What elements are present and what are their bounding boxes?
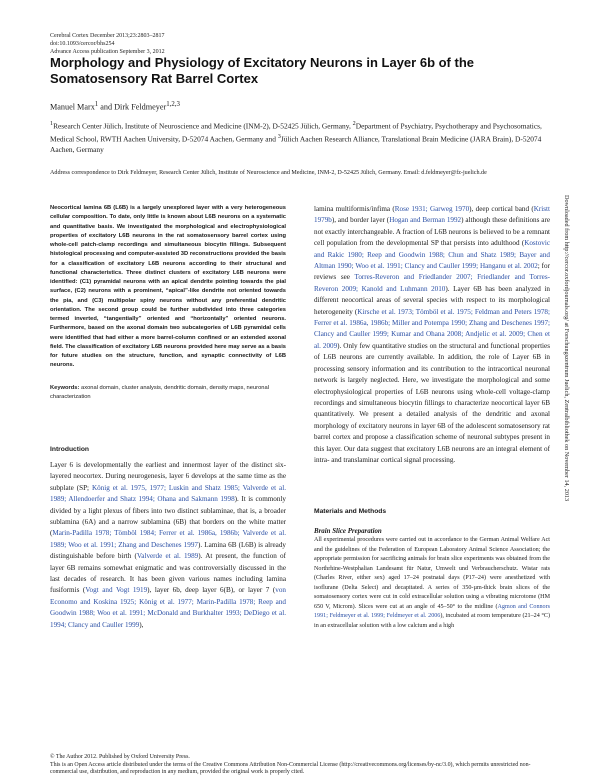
copyright-line: © The Author 2012. Published by Oxford University Press. — [50, 754, 190, 760]
author-name: Manuel Marx — [50, 102, 95, 112]
citation-link[interactable]: Valverde et al. 1989 — [136, 552, 199, 561]
download-note: Downloaded from http://cercor.oxfordjournals.org/ at Forschungszentrum Juelich, Zentralbibliothek on November 14, 2013 — [563, 195, 570, 502]
citation-link[interactable]: Rose 1931; Garweg 1970 — [394, 205, 470, 213]
body-text-segment: ). It is commonly divided by a light plexus of fibers into two distinct sublaminae, that is, a broader sublamina (6A) and a narrow sublamina (6B) that borders on the white matter ( — [50, 495, 287, 538]
title-line-1: Morphology and Physiology of Excitatory Neurons in Layer 6b of the — [50, 55, 474, 70]
keywords-label: Keywords: — [50, 384, 80, 391]
left-column — [50, 204, 286, 631]
body-text-segment: ), and border layer ( — [331, 216, 390, 225]
body-text-segment: ). Layer 6B has been analyzed in different neocortical areas of several species with respect to its morphological heterogeneity ( — [314, 284, 550, 316]
citation-link[interactable]: Vogt and Vogt 1919 — [85, 586, 148, 595]
affiliation-mark: 3 — [277, 133, 281, 140]
body-text-segment: Layer 6 is developmentally the earliest and innermost layer of the distinct six-layered neocortex. During neurogenesis, layer 6 develops at the same time as the subplate (SP; — [50, 461, 286, 492]
article-title — [50, 55, 520, 87]
body-text-segment: ). Lamina 6B (L6B) is already distinguishable before birth ( — [50, 540, 286, 561]
citation-link[interactable]: Kostovic and Rakic 1980; Reep and Goodwin 1988; Chun and Shatz 1989; Bayer and Altman 1990; Woo et al. 1991; Clancy and Cauller 1999; Hanganu et al. 2002 — [314, 239, 550, 271]
title-line-2: Somatosensory Rat Barrel Cortex — [50, 71, 259, 86]
introduction-text — [50, 460, 286, 631]
journal-info — [50, 32, 165, 56]
citation-link[interactable]: Kirsche et al. 1973; Tömböl et al. 1975; Feldman and Peters 1978; Ferrer et al. 1986a, 1986b; Miller and Potempa 1990; Zhang and Deschenes 1997; Clancy and Cauller 1999; Kumar and Ohana 2008; Andjelic et al. 2009; Chen et al. 2009 — [314, 307, 550, 350]
correspondence-note: Address correspondence to Dirk Feldmeyer, Research Center Jülich, Institute of Neuroscience and Medicine, INM-2, D-52425 Jülich, Germany. Email: d.feldmeyer@fz-juelich.de — [50, 170, 487, 176]
citation-link[interactable]: Agmon and Connors 1991; Feldmeyer et al. 1999; Feldmeyer et al. 2006 — [314, 603, 550, 620]
affiliation-text: Jülich Aachen Research Alliance, Translational Brain Medicine (JARA Brain), D-52074 Aachen, Germany — [50, 134, 542, 154]
body-text-segment: ), deep cortical band ( — [469, 205, 534, 213]
journal-advance-access: Advance Access publication September 3, 2012 — [50, 49, 165, 55]
citation-link[interactable]: König et al. 1975, 1977; Luskin and Shatz 1985; Valverde et al. 1989; Allendoerfer and Shatz 1994; Ohana and Sakmann 1998 — [50, 483, 286, 504]
license-footer — [50, 754, 550, 777]
journal-citation: Cerebral Cortex December 2013;23:2803–2817 — [50, 33, 165, 39]
body-text-segment: lamina multiformis/infima ( — [314, 205, 395, 213]
author-list — [50, 101, 180, 112]
methods-subheading: Brain Slice Preparation — [314, 528, 382, 536]
methods-heading: Materials and Methods — [314, 508, 387, 516]
author-connector: and Dirk Feldmeyer — [98, 102, 167, 112]
journal-doi: doi:10.1093/cercor/bhs254 — [50, 41, 115, 47]
body-text-segment: ), — [139, 620, 144, 629]
license-text: This is an Open Access article distributed under the terms of the Creative Commons Attribution Non-Commercial License (http://creativecommons.org/licenses/by-nc/3.0), which permits unrestricted non-commercial use, distribution, and reproduction in any medium, provided the original work is properly cited. — [50, 761, 531, 776]
affiliations — [50, 119, 550, 155]
body-text-segment: ; for reviews see — [314, 262, 550, 282]
body-text-segment: ), incubated at room temperature (21–24 °C) in an extracellular solution with a low calcium and a high — [314, 613, 550, 629]
methods-text — [314, 536, 550, 631]
citation-link[interactable]: Kristt 1979b — [314, 205, 550, 225]
body-text-segment: ) although these definitions are not exactly interchangeable. A fraction of L6B neurons is believed to be a remnant cell population from the developmental SP that persists into adulthood ( — [314, 216, 550, 248]
author-affiliation-mark: 1 — [94, 101, 99, 108]
body-text-segment: All experimental procedures were carried out in accordance to the German Animal Welfare Act and the guidelines of the Federation of European Laboratory Animal Science Association; the appropriate permission for sacrificing animals for brain slice experiments was obtained from the Northrhine-Westphalian Landesamt für Natur, Umwelt und Verbraucherschutz. Wistar rats (Charles River, either sex) aged 17–24 postnatal days (P17–24) were anesthetized with isoflurane (Delta Select) and decapitated. A series of 350-µm-thick brain slices of the somatosensory cortex were cut in cold extracellular solution using a vibrating microtome (HM 650 V, Microm). Slices were cut at an angle of 45–50° to the midline ( — [314, 537, 550, 610]
abstract: Neocortical lamina 6B (L6B) is a largely unexplored layer with a very heterogeneous cellular composition. To date, only little is known about L6B neurons on a systematic and quantitative basis. We investigated the morphological and electrophysiological properties of excitatory L6B neurons in the rat somatosensory barrel cortex using whole-cell patch-clamp recordings and simultaneous biocytin fillings. Subsequent histological processing and computer-assisted 3D reconstructions provided the basis for a classification of excitatory L6B neurons according to their structural and functional characteristics. Three distinct clusters of excitatory L6B neurons were identified: (C1) pyramidal neurons with an apical dendrite pointing towards the pial surface, (C2) neurons with a prominent, “apical”-like dendrite not oriented towards the pia, and (C3) multipolar spiny neurons without any preferential dendritic orientation. The second group could be further subdivided into three categories termed inverted, “tangentially” oriented and “horizontally” oriented neurons. Furthermore, based on the axonal domain two subcategories of L6B pyramidal cells were identified that had either a more barrel-column confined or an extended axonal field. The classification of excitatory L6B neurons provided here may serve as a basis for future studies on the structure, function, and synaptic connectivity of L6B neurons. — [50, 205, 286, 369]
affiliation-mark: 2 — [352, 121, 356, 127]
affiliation-mark: 1 — [50, 121, 54, 127]
author-affiliation-mark: 1,2,3 — [166, 101, 180, 108]
body-text-segment: ). Only few quantitative studies on the structural and functional properties of L6B neurons are currently available. In addition, the role of Layer 6B in processing sensory information and its contribution to the intracortical neuronal network is largely neglected. Here, we investigate the morphological and some electrophysiological properties of L6B neurons using whole-cell voltage-clamp recordings and simultaneous biocytin fillings to characterize neocortical layer 6B quantitatively. We present a detailed analysis of the dendritic and axonal morphology of excitatory neurons in layer 6B of the adolescent somatosensory rat barrel cortex and propose a classification scheme of neuronal subtypes present in this layer. Our data suggest that excitatory L6B neurons are an integral element of intra- and translaminar cortical signal processing. — [314, 341, 550, 464]
body-text-segment: ). At present, the function of layer 6B remains somewhat enigmatic and was controversially discussed in the last decades of research. It has been given various names including lamina fusiformis ( — [50, 552, 286, 595]
citation-link[interactable]: Hogan and Berman 1992 — [389, 216, 462, 225]
keywords-text: axonal domain, cluster analysis, dendritic domain, density maps, neuronal characterization — [50, 384, 269, 400]
affiliation-text: Department of Psychiatry, Psychotherapy and Psychosomatics, Medical School, RWTH Aachen University, D-52074 Aachen, Germany and — [50, 121, 542, 144]
affiliation-text: Research Center Jülich, Institute of Neuroscience and Medicine (INM-2), D-52425 Jülich, Germany, — [53, 121, 353, 131]
right-column — [314, 204, 550, 631]
introduction-continued-text — [314, 204, 550, 466]
keywords — [50, 384, 286, 403]
citation-link[interactable]: Marin-Padilla 1978; Tömböl 1984; Ferrer et al. 1986a, 1986b; Valverde et al. 1989; Woo et al. 1991; Zhang and Deschenes 1997 — [50, 529, 286, 549]
citation-link[interactable]: Torres-Reveron and Friedlander 2007; Friedlander and Torres-Reveron 2009; Kanold and Luhmann 2010 — [314, 273, 551, 293]
body-text-segment: ), layer 6b, deep layer 6(B), or layer 7 ( — [147, 586, 276, 595]
citation-link[interactable]: von Economo and Koskina 1925; König et al. 1977; Marin-Padilla 1978; Reep and Goodwin 1988; Woo et al. 1991; McDonald and Burkhalter 1993; DeDiego et al. 1994; Clancy and Cauller 1999 — [50, 586, 286, 629]
introduction-heading: Introduction — [50, 446, 90, 453]
